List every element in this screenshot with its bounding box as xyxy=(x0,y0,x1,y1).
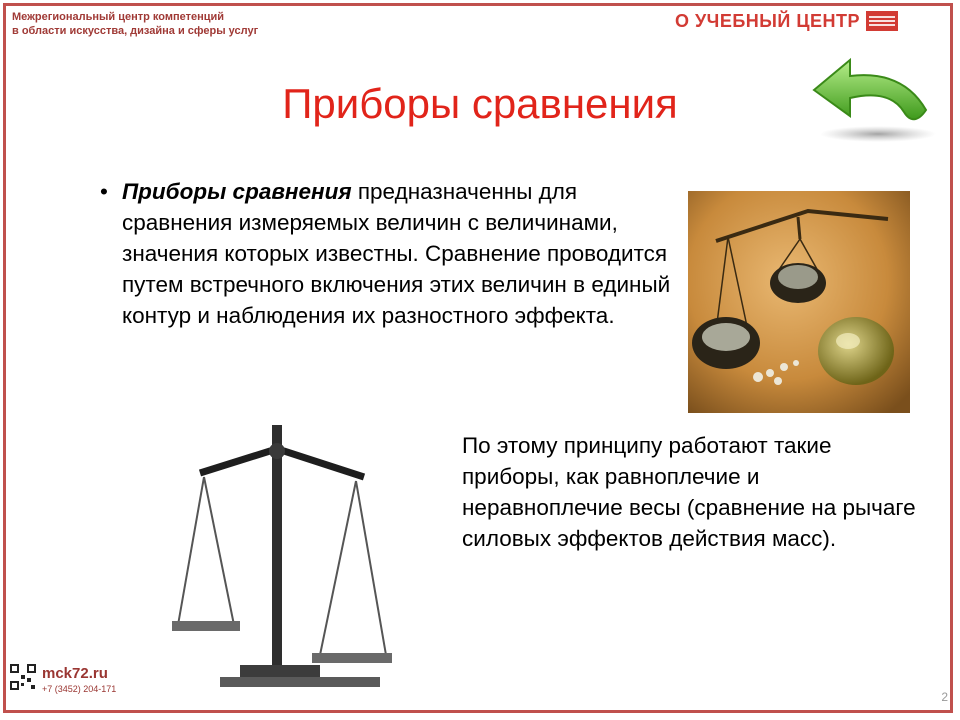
brand-logo: О УЧЕБНЫЙ ЦЕНТР xyxy=(674,10,860,31)
equal-arm-balance-image xyxy=(160,415,398,705)
org-line-1: Межрегиональный центр компетенций xyxy=(12,11,225,23)
definition-text: предназначенны для сравнения измеряемых величин с величинами, значения которых известны. Сравнение проводится путем встречного включения этих величин в единый контур и наблюдения их разностного эффекта. xyxy=(122,179,671,328)
balance-photo xyxy=(688,191,910,413)
page-number: 2 xyxy=(941,690,948,704)
org-header xyxy=(12,10,258,38)
footer-phone: +7 (3452) 204-171 xyxy=(42,684,117,694)
brand-header xyxy=(675,10,898,32)
term-bold: Приборы сравнения xyxy=(122,179,352,204)
slide-title: Приборы сравнения xyxy=(282,80,678,127)
qr-code-icon xyxy=(10,664,36,690)
brand-badge-icon xyxy=(866,11,898,31)
footer-site[interactable]: mck72.ru xyxy=(42,665,108,682)
bullet-marker: • xyxy=(100,179,108,204)
org-line-2: в области искусства, дизайна и сферы услуг xyxy=(12,25,259,37)
second-paragraph: По этому принципу работают такие приборы, как равноплечие и неравноплечие весы (сравнение на рычаге силовых эффектов действия масс). xyxy=(462,433,916,551)
bullet-paragraph xyxy=(100,176,690,331)
